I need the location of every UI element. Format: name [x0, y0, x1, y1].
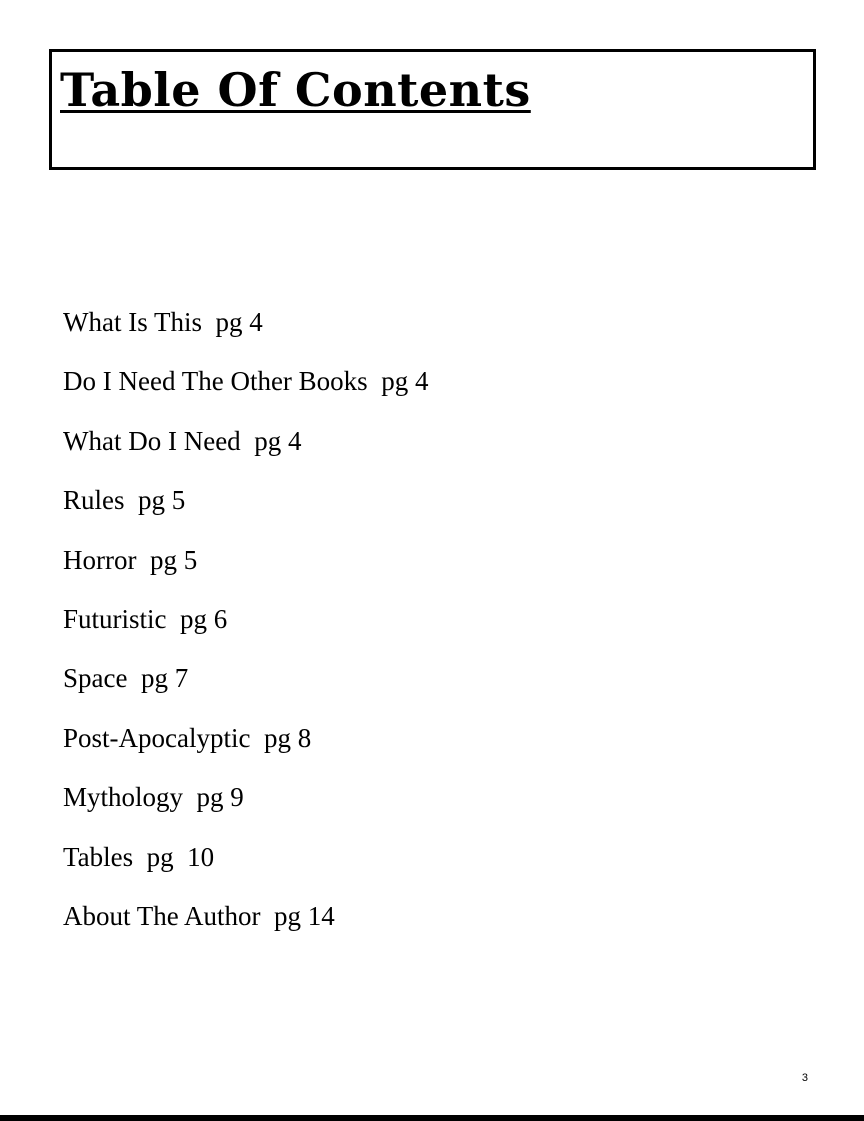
toc-item	[63, 540, 428, 599]
toc-item-page: pg 5	[138, 485, 186, 516]
toc-item-title: What Do I Need	[63, 425, 241, 456]
toc-item	[63, 599, 428, 658]
toc-item	[63, 421, 428, 480]
toc-item	[63, 777, 428, 836]
toc-item-title: Do I Need The Other Books	[63, 366, 368, 397]
toc-item-title: About The Author	[63, 900, 261, 931]
toc-item	[63, 837, 428, 896]
toc-item-page: pg 8	[263, 722, 312, 753]
toc-item-page: pg 4	[215, 307, 263, 337]
title-box	[49, 49, 816, 170]
toc-item-title: Rules	[63, 485, 125, 516]
toc-item	[63, 718, 428, 777]
toc-item	[63, 896, 428, 955]
toc-item-title: Space	[63, 663, 128, 694]
toc-item-title: Futuristic	[63, 603, 167, 634]
toc-item-page: pg 4	[254, 425, 302, 456]
toc-item-title: What Is This	[63, 307, 202, 337]
page-title: Table Of Contents	[60, 63, 531, 117]
toc-item	[63, 480, 428, 539]
toc-item-page: pg 7	[140, 663, 189, 694]
toc-item-page: pg 9	[196, 782, 244, 813]
toc-item	[63, 302, 428, 361]
toc-item	[63, 658, 428, 717]
toc-item-page: pg 14	[274, 900, 335, 931]
page-number: 3	[801, 1072, 808, 1084]
toc-item-title: Tables	[63, 841, 134, 872]
toc-item-page: pg 4	[381, 366, 429, 397]
bottom-rule	[0, 1115, 864, 1121]
toc-item-title: Mythology	[63, 782, 184, 813]
toc-item-page: pg 5	[149, 544, 198, 575]
toc-item	[63, 361, 428, 420]
toc-item-title: Post-Apocalyptic	[63, 722, 251, 753]
toc-item-page: pg 6	[180, 603, 228, 634]
toc-item-page: pg 10	[146, 841, 215, 872]
toc-list	[63, 302, 428, 955]
toc-item-title: Horror	[63, 544, 137, 575]
